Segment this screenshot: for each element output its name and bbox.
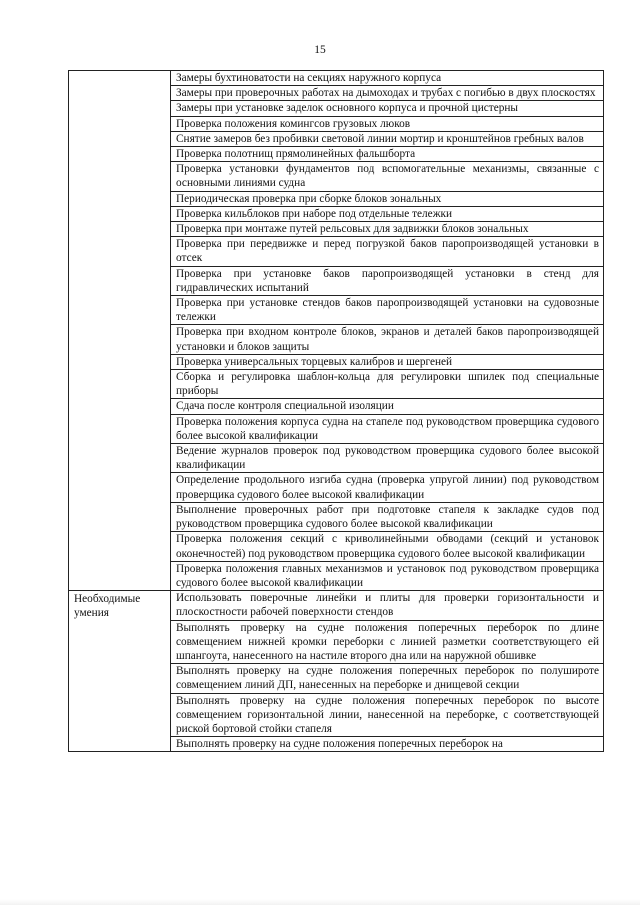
table-cell: Периодическая проверка при сборке блоков зональных	[171, 191, 604, 206]
table-cell: Использовать поверочные линейки и плиты для проверки горизонтальности и плоскостности рабочей поверхности стендов	[171, 591, 604, 620]
row-label-skills: Необходимые умения	[69, 591, 171, 752]
table-cell: Проверка положения корпуса судна на стапеле под руководством проверщика судового более высокой квалификации	[171, 414, 604, 443]
table-cell: Выполнять проверку на судне положения поперечных переборок по длине совмещением нижней кромки переборки с линией разметки соответствующего ей шпангоута, нанесенного на настиле второго дна или на наружной обшивке	[171, 620, 604, 664]
table-cell: Выполнение проверочных работ при подготовке стапеля к закладке судов под руководством проверщика судового более высокой квалификации	[171, 502, 604, 531]
table-cell: Проверка полотнищ прямолинейных фальшборта	[171, 147, 604, 162]
table-cell: Выполнять проверку на судне положения поперечных переборок по высоте совмещением горизонтальной линии, нанесенной на переборке, с соответствующей риской бортовой стойки стапеля	[171, 693, 604, 737]
table-row	[69, 591, 604, 620]
table-cell: Проверка универсальных торцевых калибров и шергеней	[171, 354, 604, 369]
table-cell: Выполнять проверку на судне положения поперечных переборок по полушироте совмещением линий ДП, нанесенных на переборке и днищевой секции	[171, 664, 604, 693]
scan-bottom-edge	[0, 899, 640, 905]
table-cell: Проверка кильблоков при наборе под отдельные тележки	[171, 206, 604, 221]
table-cell: Проверка установки фундаментов под вспомогательные механизмы, связанные с основными линиями судна	[171, 162, 604, 191]
table-cell: Замеры бухтиноватости на секциях наружного корпуса	[171, 71, 604, 86]
table-cell: Проверка положения секций с криволинейными обводами (секций и установок оконечностей) под руководством проверщика судового более высокой квалификации	[171, 532, 604, 561]
table-cell: Проверка при установке стендов баков паропроизводящей установки на судовозные тележки	[171, 296, 604, 325]
table-cell: Проверка положения главных механизмов и установок под руководством проверщика судового более высокой квалификации	[171, 561, 604, 590]
table-cell: Выполнять проверку на судне положения поперечных переборок на	[171, 737, 604, 752]
page-number: 15	[314, 44, 326, 56]
row-label-empty	[69, 71, 171, 591]
table-cell: Проверка при установке баков паропроизводящей установки в стенд для гидравлических испытаний	[171, 266, 604, 295]
table-cell: Замеры при установке заделок основного корпуса и прочной цистерны	[171, 101, 604, 116]
table-cell: Проверка при передвижке и перед погрузкой баков паропроизводящей установки в отсек	[171, 237, 604, 266]
table-cell: Проверка при монтаже путей рельсовых для задвижки блоков зональных	[171, 222, 604, 237]
requirements-table	[68, 70, 604, 752]
table-cell: Сдача после контроля специальной изоляции	[171, 399, 604, 414]
table-cell: Замеры при проверочных работах на дымоходах и трубах с погибью в двух плоскостях	[171, 86, 604, 101]
table-cell: Ведение журналов проверок под руководством проверщика судового более высокой квалификации	[171, 444, 604, 473]
table-cell: Проверка положения комингсов грузовых люков	[171, 116, 604, 131]
table-cell: Сборка и регулировка шаблон-кольца для регулировки шпилек под специальные приборы	[171, 370, 604, 399]
table-cell: Проверка при входном контроле блоков, экранов и деталей баков паропроизводящей установки и блоков защиты	[171, 325, 604, 354]
table-cell: Снятие замеров без пробивки световой линии мортир и кронштейнов гребных валов	[171, 131, 604, 146]
table-cell: Определение продольного изгиба судна (проверка упругой линии) под руководством проверщика судового более высокой квалификации	[171, 473, 604, 502]
table-row	[69, 71, 604, 86]
